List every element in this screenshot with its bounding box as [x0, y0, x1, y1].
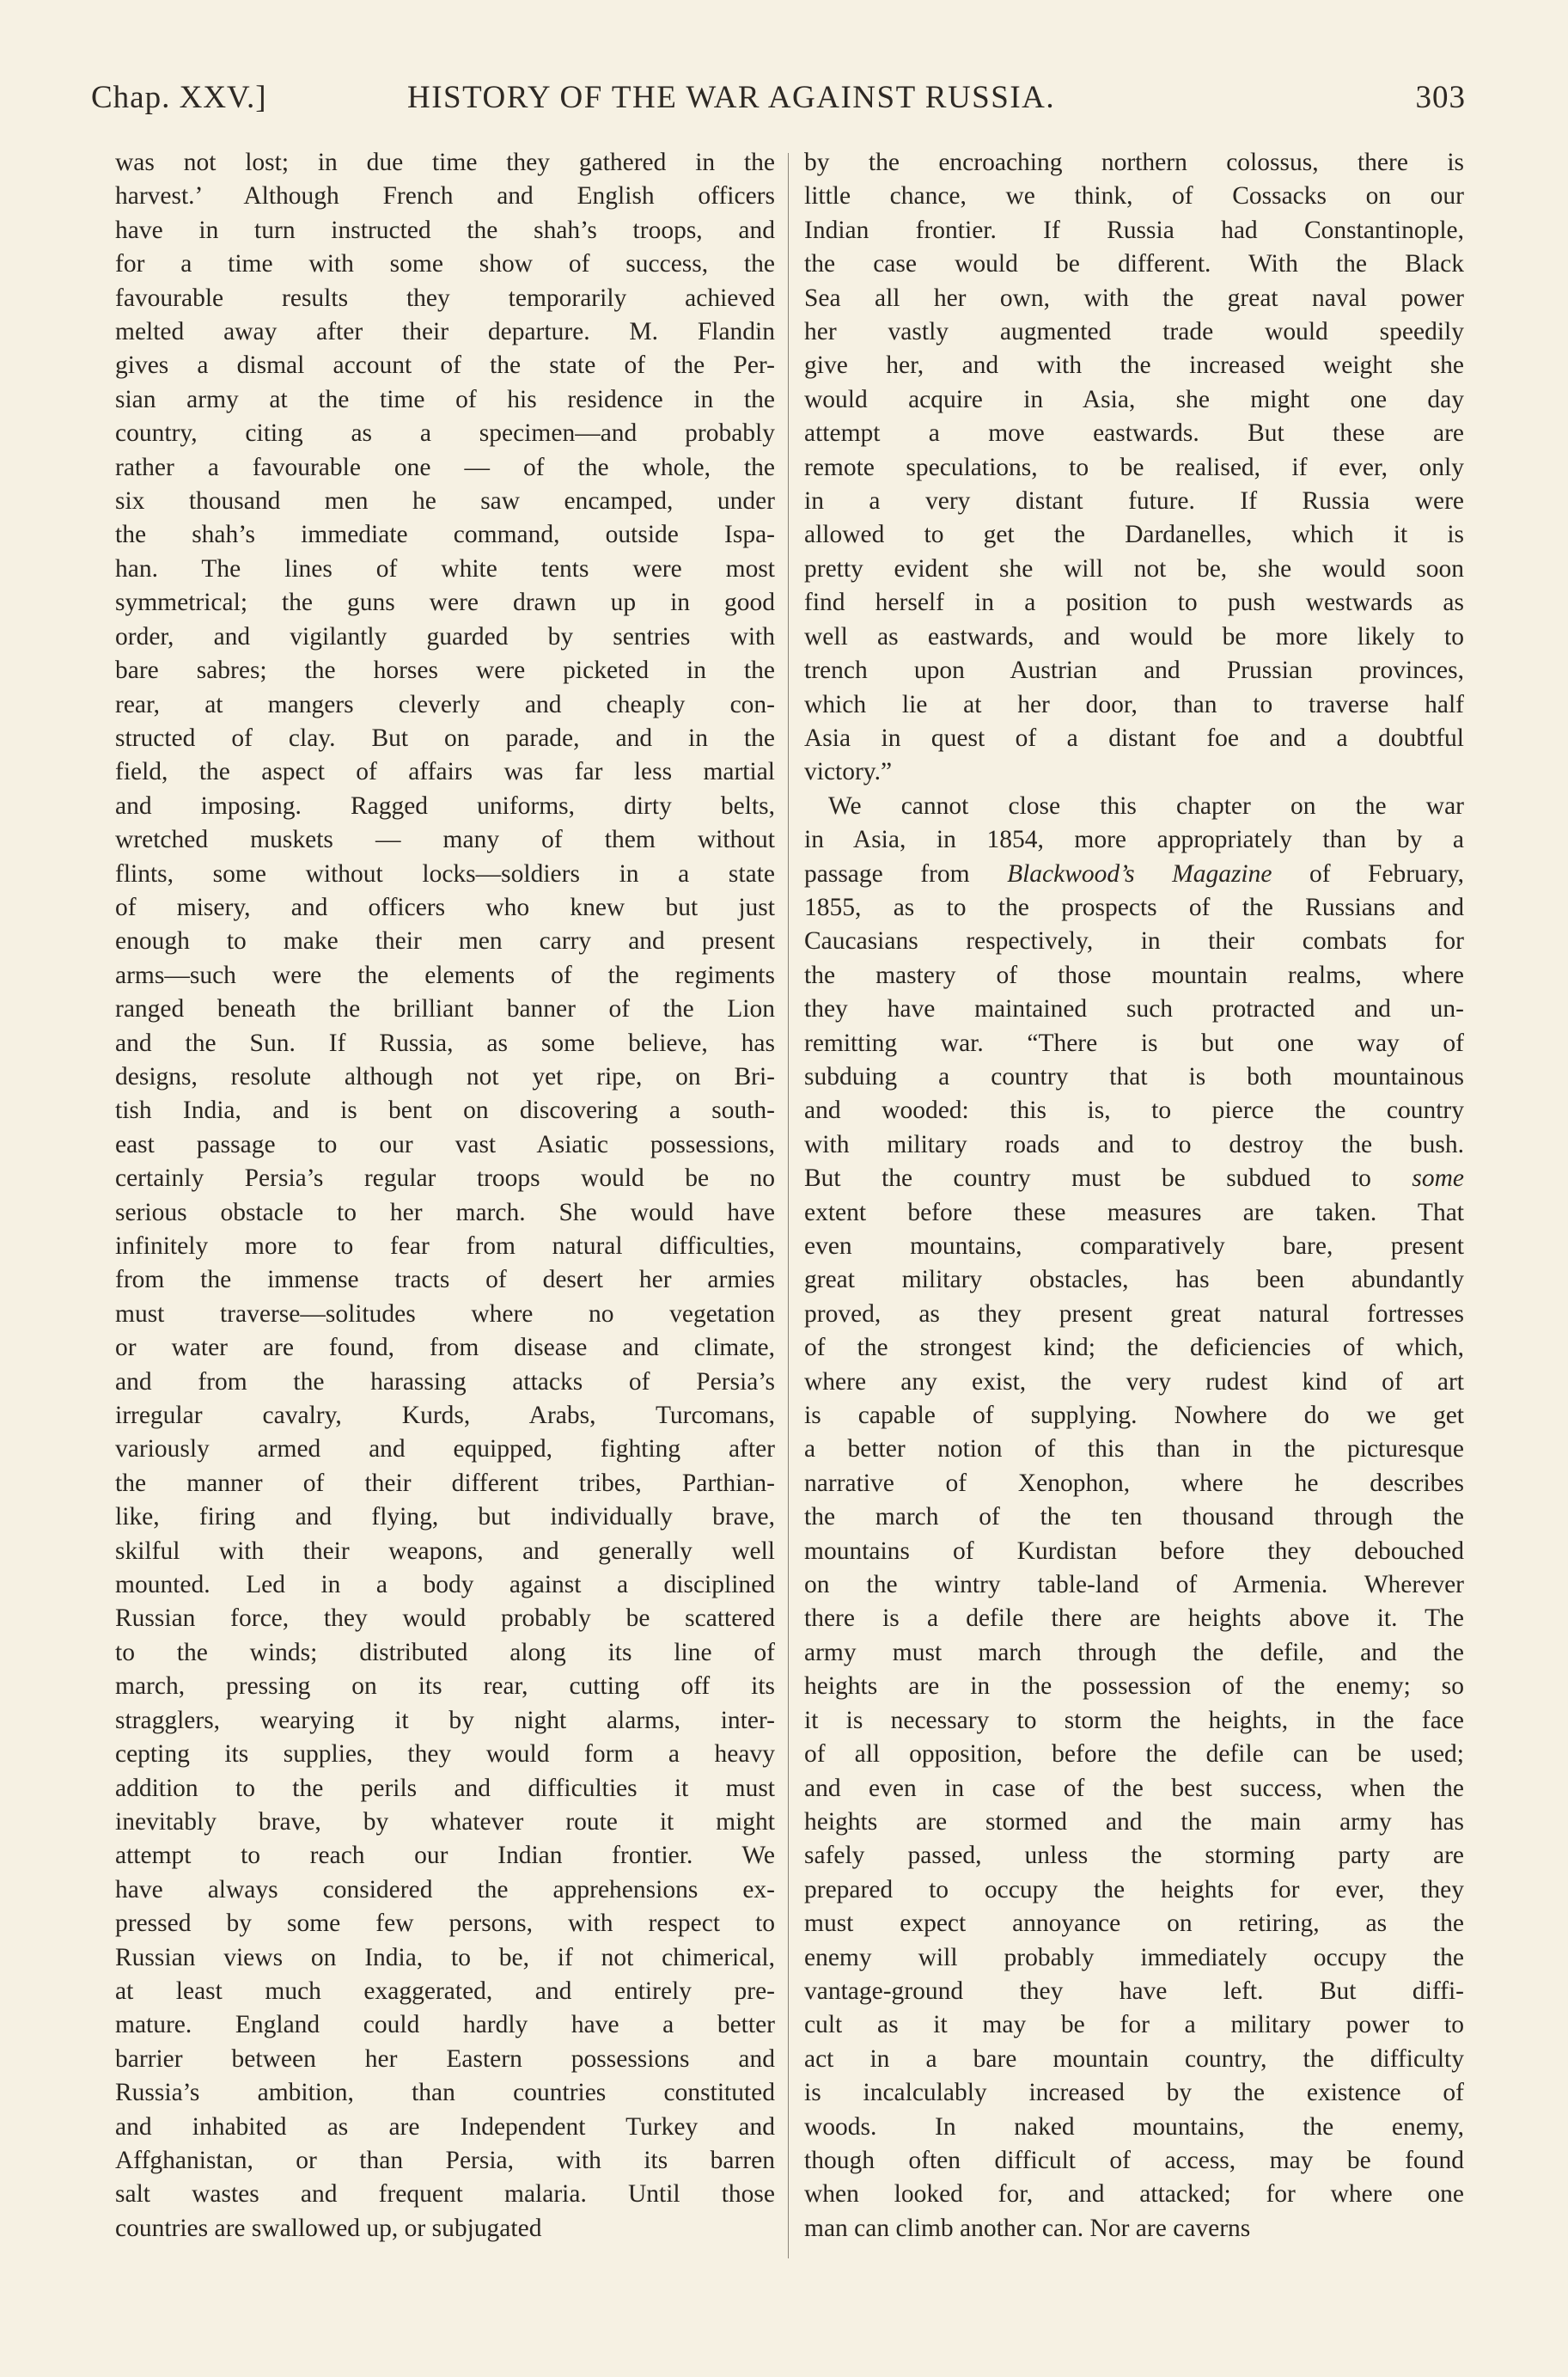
text-line: of the strongest kind; the deficiencies of which, — [804, 1334, 1464, 1362]
text-run: of February, — [1272, 859, 1464, 888]
text-line: her vastly augmented trade would speedily — [804, 318, 1464, 346]
text-line: heights are stormed and the main army has — [804, 1807, 1464, 1836]
text-line: cepting its supplies, they would form a heavy — [115, 1740, 775, 1769]
text-line: rear, at mangers cleverly and cheaply con- — [115, 690, 775, 718]
text-line: serious obstacle to her march. She would have — [115, 1198, 775, 1226]
text-line: was not lost; in due time they gathered in the — [115, 149, 775, 176]
text-line: the mastery of those mountain realms, where — [804, 961, 1464, 989]
text-line: find herself in a position to push westwards as — [804, 589, 1464, 617]
left-column — [115, 146, 775, 2246]
text-line: prepared to occupy the heights for ever, they — [804, 1875, 1464, 1903]
italic-title: some — [1412, 1164, 1464, 1193]
text-line: would acquire in Asia, she might one day — [804, 385, 1464, 413]
text-line: like, firing and flying, but individually brave, — [115, 1503, 775, 1531]
text-line: Sea all her own, with the great naval power — [804, 284, 1464, 312]
page-number: 303 — [1415, 80, 1466, 115]
italic-title: Blackwood’s Magazine — [1007, 859, 1272, 888]
text-line: wretched muskets — many of them without — [115, 826, 775, 854]
text-line: rather a favourable one — of the whole, the — [115, 453, 775, 481]
text-line: addition to the perils and difficulties it must — [115, 1774, 775, 1802]
text-line: there is a defile there are heights above it. The — [804, 1604, 1464, 1633]
text-line: field, the aspect of affairs was far less martial — [115, 758, 775, 786]
text-line: great military obstacles, has been abundantly — [804, 1266, 1464, 1294]
text-line: march, pressing on its rear, cutting off its — [115, 1672, 775, 1701]
text-line: to the winds; distributed along its line of — [115, 1638, 775, 1666]
running-title: HISTORY OF THE WAR AGAINST RUSSIA. — [407, 80, 1056, 115]
text-line: Caucasians respectively, in their combats for — [804, 927, 1464, 956]
text-line: and the Sun. If Russia, as some believe, has — [115, 1029, 775, 1057]
text-line: Russia’s ambition, than countries constituted — [115, 2079, 775, 2107]
text-line: have always considered the apprehensions ex- — [115, 1875, 775, 1903]
text-line: mounted. Led in a body against a disciplined — [115, 1571, 775, 1599]
text-line: for a time with some show of success, the — [115, 250, 775, 278]
text-line: and even in case of the best success, when the — [804, 1774, 1464, 1802]
text-line: salt wastes and frequent malaria. Until those — [115, 2180, 775, 2209]
text-line: east passage to our vast Asiatic possessions, — [115, 1130, 775, 1158]
text-line: by the encroaching northern colossus, there is — [804, 149, 1464, 176]
text-line: harvest.’ Although French and English officers — [115, 182, 775, 211]
text-line: give her, and with the increased weight she — [804, 351, 1464, 380]
text-line: at least much exaggerated, and entirely pre- — [115, 1977, 775, 2005]
text-line: victory.” — [804, 758, 893, 786]
text-line: Russian views on India, to be, if not chimerical, — [115, 1943, 775, 1971]
text-line: inevitably brave, by whatever route it might — [115, 1807, 775, 1836]
text-line: skilful with their weapons, and generally well — [115, 1537, 775, 1565]
text-line: narrative of Xenophon, where he describes — [804, 1469, 1464, 1497]
text-line: bare sabres; the horses were picketed in the — [115, 657, 775, 685]
text-line: barrier between her Eastern possessions and — [115, 2044, 775, 2073]
text-line: vantage-ground they have left. But diffi- — [804, 1977, 1464, 2005]
text-line: of misery, and officers who knew but just — [115, 893, 775, 921]
text-line: arms—such were the elements of the regiments — [115, 961, 775, 989]
text-line: it is necessary to storm the heights, in the face — [804, 1706, 1464, 1734]
text-line: attempt a move eastwards. But these are — [804, 419, 1464, 448]
text-line: pretty evident she will not be, she would soon — [804, 554, 1464, 583]
text-line: Asia in quest of a distant foe and a doubtful — [804, 724, 1464, 752]
text-line: enemy will probably immediately occupy the — [804, 1943, 1464, 1971]
text-line: mountains of Kurdistan before they debouched — [804, 1537, 1464, 1565]
text-line: stragglers, wearying it by night alarms, inter- — [115, 1706, 775, 1734]
text-line: or water are found, from disease and climate, — [115, 1334, 775, 1362]
text-line: six thousand men he saw encamped, under — [115, 487, 775, 516]
text-line: sian army at the time of his residence in the — [115, 385, 775, 413]
chapter-label: Chap. XXV.] — [91, 80, 267, 115]
text-line: of all opposition, before the defile can be used; — [804, 1740, 1464, 1769]
text-line: extent before these measures are taken. That — [804, 1198, 1464, 1226]
text-line: certainly Persia’s regular troops would be no — [115, 1164, 775, 1193]
text-line: symmetrical; the guns were drawn up in good — [115, 589, 775, 617]
text-line: the manner of their different tribes, Parthian- — [115, 1469, 775, 1497]
text-line: the shah’s immediate command, outside Ispa- — [115, 521, 775, 549]
text-line: favourable results they temporarily achieved — [115, 284, 775, 312]
text-line: and imposing. Ragged uniforms, dirty belts, — [115, 791, 775, 820]
text-line: designs, resolute although not yet ripe, on Bri- — [115, 1062, 775, 1091]
text-line: Affghanistan, or than Persia, with its barren — [115, 2146, 775, 2174]
text-line: pressed by some few persons, with respect to — [115, 1910, 775, 1938]
text-line: where any exist, the very rudest kind of art — [804, 1367, 1464, 1396]
text-line: subduing a country that is both mountainous — [804, 1062, 1464, 1091]
text-line: must expect annoyance on retiring, as the — [804, 1910, 1464, 1938]
text-line: attempt to reach our Indian frontier. We — [115, 1842, 775, 1870]
text-line: with military roads and to destroy the bush. — [804, 1130, 1464, 1158]
running-header — [91, 79, 1466, 131]
text-line: 1855, as to the prospects of the Russians and — [804, 893, 1464, 921]
text-line: have in turn instructed the shah’s troops, and — [115, 216, 775, 244]
text-line: proved, as they present great natural fortresses — [804, 1299, 1464, 1328]
text-line: countries are swallowed up, or subjugated — [115, 2214, 542, 2242]
text-line: and inhabited as are Independent Turkey and — [115, 2112, 775, 2141]
text-line: mature. England could hardly have a better — [115, 2011, 775, 2039]
text-line: even mountains, comparatively bare, present — [804, 1232, 1464, 1260]
text-line — [804, 858, 1464, 891]
text-line: remitting war. “There is but one way of — [804, 1029, 1464, 1057]
text-line: well as eastwards, and would be more likely to — [804, 622, 1464, 651]
text-line: must traverse—solitudes where no vegetation — [115, 1299, 775, 1328]
text-line: safely passed, unless the storming party are — [804, 1842, 1464, 1870]
text-line: army must march through the defile, and the — [804, 1638, 1464, 1666]
text-line: the march of the ten thousand through the — [804, 1503, 1464, 1531]
column-divider — [788, 153, 789, 2258]
text-line: flints, some without locks—soldiers in a state — [115, 859, 775, 888]
text-line: is incalculably increased by the existence of — [804, 2079, 1464, 2107]
text-line: heights are in the possession of the enemy; so — [804, 1672, 1464, 1701]
text-line: Indian frontier. If Russia had Constantinople, — [804, 216, 1464, 244]
text-line: a better notion of this than in the picturesque — [804, 1435, 1464, 1463]
text-line: though often difficult of access, may be found — [804, 2146, 1464, 2174]
text-line: the case would be different. With the Black — [804, 250, 1464, 278]
text-line: in Asia, in 1854, more appropriately than by a — [804, 826, 1464, 854]
text-line: in a very distant future. If Russia were — [804, 487, 1464, 516]
text-line: enough to make their men carry and present — [115, 927, 775, 956]
text-line: remote speculations, to be realised, if ever, only — [804, 453, 1464, 481]
text-line: cult as it may be for a military power to — [804, 2011, 1464, 2039]
text-run: passage from — [804, 859, 1008, 888]
text-line: on the wintry table-land of Armenia. Wherever — [804, 1571, 1464, 1599]
text-line: when looked for, and attacked; for where one — [804, 2180, 1464, 2209]
right-column — [804, 146, 1464, 2246]
text-line: We cannot close this chapter on the war — [828, 791, 1464, 820]
text-line: Russian force, they would probably be scattered — [115, 1604, 775, 1633]
text-line: melted away after their departure. M. Flandin — [115, 318, 775, 346]
text-line — [804, 1162, 1464, 1195]
text-line: which lie at her door, than to traverse half — [804, 690, 1464, 718]
text-line: trench upon Austrian and Prussian provinces, — [804, 657, 1464, 685]
text-line: infinitely more to fear from natural difficulties, — [115, 1232, 775, 1260]
text-line: gives a dismal account of the state of the Per- — [115, 351, 775, 380]
text-line: ranged beneath the brilliant banner of the Lion — [115, 995, 775, 1024]
text-line: allowed to get the Dardanelles, which it is — [804, 521, 1464, 549]
text-line: structed of clay. But on parade, and in the — [115, 724, 775, 752]
text-line: country, citing as a specimen—and probably — [115, 419, 775, 448]
text-line: irregular cavalry, Kurds, Arabs, Turcomans, — [115, 1402, 775, 1430]
text-line: woods. In naked mountains, the enemy, — [804, 2112, 1464, 2141]
text-line: han. The lines of white tents were most — [115, 554, 775, 583]
text-line: from the immense tracts of desert her armies — [115, 1266, 775, 1294]
text-line: they have maintained such protracted and un- — [804, 995, 1464, 1024]
text-line: variously armed and equipped, fighting after — [115, 1435, 775, 1463]
text-line: order, and vigilantly guarded by sentries with — [115, 622, 775, 651]
text-line: act in a bare mountain country, the difficulty — [804, 2044, 1464, 2073]
text-line: little chance, we think, of Cossacks on our — [804, 182, 1464, 211]
text-run: But the country must be subdued to — [804, 1164, 1412, 1193]
text-line: man can climb another can. Nor are caverns — [804, 2214, 1251, 2242]
text-line: tish India, and is bent on discovering a south- — [115, 1097, 775, 1125]
text-line: and wooded: this is, to pierce the country — [804, 1097, 1464, 1125]
text-line: is capable of supplying. Nowhere do we get — [804, 1402, 1464, 1430]
text-line: and from the harassing attacks of Persia’s — [115, 1367, 775, 1396]
